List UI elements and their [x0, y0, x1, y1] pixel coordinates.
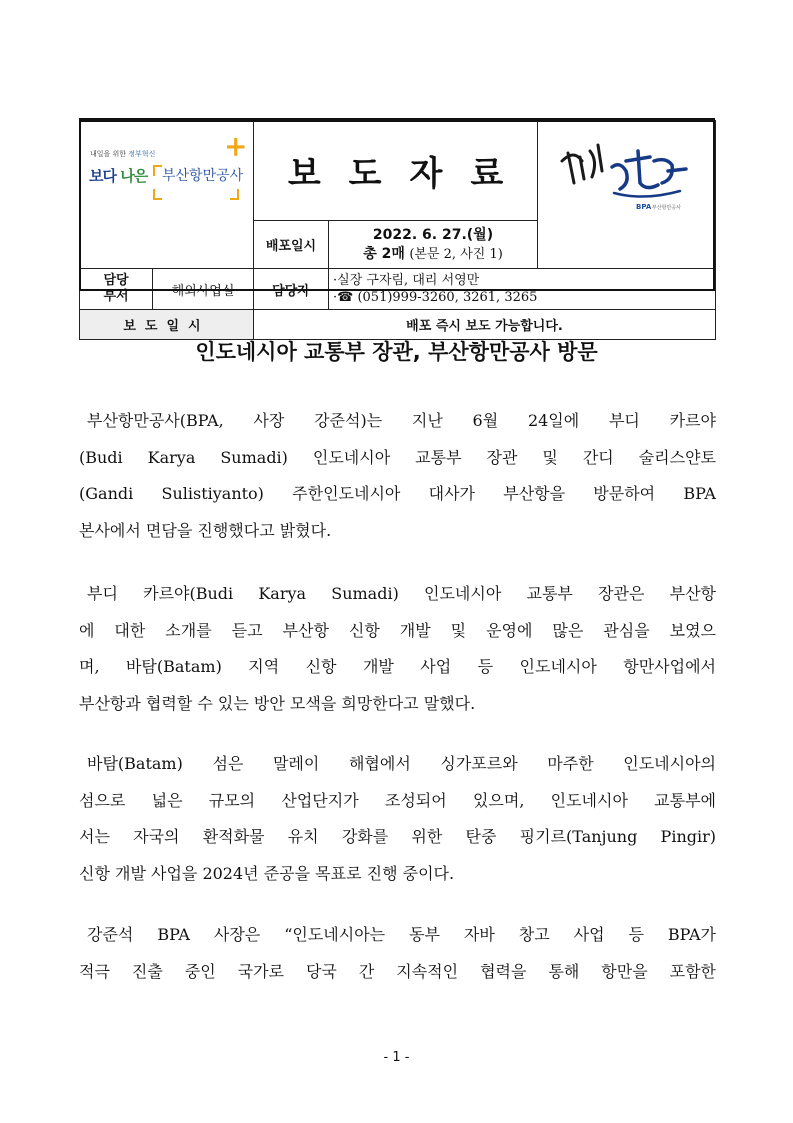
paragraph-line: 부산항과 협력할 수 있는 방안 모색을 희망한다고 말했다. [79, 693, 476, 713]
paragraph-line: 본사에서 면담을 진행했다고 밝혔다. [79, 520, 332, 540]
bpa-logo [80, 121, 253, 268]
contact-names: ·실장 구자림, 대리 서영만 [333, 273, 480, 288]
paragraph-line: (Budi Karya Sumadi) 인도네시아 교통부 장관 및 간디 술리스얀토 [79, 447, 716, 467]
dept-label: 담당 부서 [80, 269, 153, 310]
page-title: 보도자료 [254, 121, 538, 221]
paragraph-line: 에 대한 소개를 듣고 부산항 신항 개발 및 운영에 많은 관심을 보였으 [79, 620, 716, 640]
logo-slogan: 내일을 위한 [90, 150, 127, 158]
contact-info [329, 269, 716, 310]
article-paragraph [79, 576, 716, 722]
paragraph-line: 신항 개발 사업을 2024년 준공을 목표로 진행 중이다. [79, 863, 455, 883]
emblem-brand: BPA [636, 203, 652, 211]
contact-label: 담당자 [254, 269, 329, 310]
bracket-icon [153, 189, 162, 200]
press-release-header [79, 120, 715, 334]
paragraph-line: 며, 바탐(Batam) 지역 신항 개발 사업 등 인도네시아 항만사업에서 [79, 657, 716, 676]
page-number: - 1 - [383, 1050, 410, 1065]
page-note: (본문 2, 사진 1) [409, 246, 503, 262]
article-paragraph [79, 917, 716, 990]
calligraphy-emblem-icon [554, 131, 704, 213]
plus-mark-icon: + [224, 130, 248, 163]
emblem-cell [538, 121, 716, 269]
logo-org-name: 부산항만공사 [162, 168, 244, 184]
paragraph-line: 바탐(Batam) 섬은 말레이 해협에서 싱가포르와 마주한 인도네시아의 [87, 754, 716, 773]
article-paragraph [79, 403, 716, 549]
article-paragraph [79, 746, 716, 892]
distribution-date: 2022. 6. 27.(월) [372, 226, 494, 243]
release-label: 보도일시 [80, 310, 254, 340]
contact-phone: ·☎ (051)999-3260, 3261, 3265 [333, 290, 538, 305]
paragraph-line: 서는 자국의 환적화물 유치 강화를 위한 탄중 핑기르(Tanjung Pingir) [79, 827, 716, 846]
paragraph-line: (Gandi Sulistiyanto) 주한인도네시아 대사가 부산항을 방문하여 BPA [79, 484, 716, 503]
distribution-label: 배포일시 [254, 221, 329, 269]
svg-text:부산항만공사: 부산항만공사 [652, 205, 681, 211]
paragraph-line: 부디 카르야(Budi Karya Sumadi) 인도네시아 교통부 장관은 부산항 [87, 584, 716, 603]
paragraph-line: 섬으로 넓은 규모의 산업단지가 조성되어 있으며, 인도네시아 교통부에 [79, 790, 716, 810]
distribution-info [329, 221, 538, 269]
paragraph-line: 강준석 BPA 사장은 “인도네시아는 동부 자바 창고 사업 등 BPA가 [87, 925, 716, 944]
logo-cell [80, 121, 254, 269]
article-headline: 인도네시아 교통부 장관, 부산항만공사 방문 [195, 340, 598, 364]
logo-brand-b: 나은 [120, 167, 148, 185]
paragraph-line: 부산항만공사(BPA, 사장 강준석)는 지난 6월 24일에 부디 카르야 [87, 411, 716, 430]
release-value: 배포 즉시 보도 가능합니다. [254, 310, 716, 340]
paragraph-line: 적극 진출 중인 국가로 당국 간 지속적인 협력을 통해 항만을 포함한 [79, 961, 716, 981]
busan-port-emblem [538, 121, 715, 268]
logo-brand-a: 보다 [89, 167, 116, 185]
bracket-icon [153, 165, 162, 176]
page-count: 총 2매 [363, 245, 405, 262]
bracket-icon [230, 189, 239, 200]
logo-slogan-tag: 정부혁신 [128, 150, 156, 158]
dept-value: 해외사업실 [153, 269, 254, 310]
